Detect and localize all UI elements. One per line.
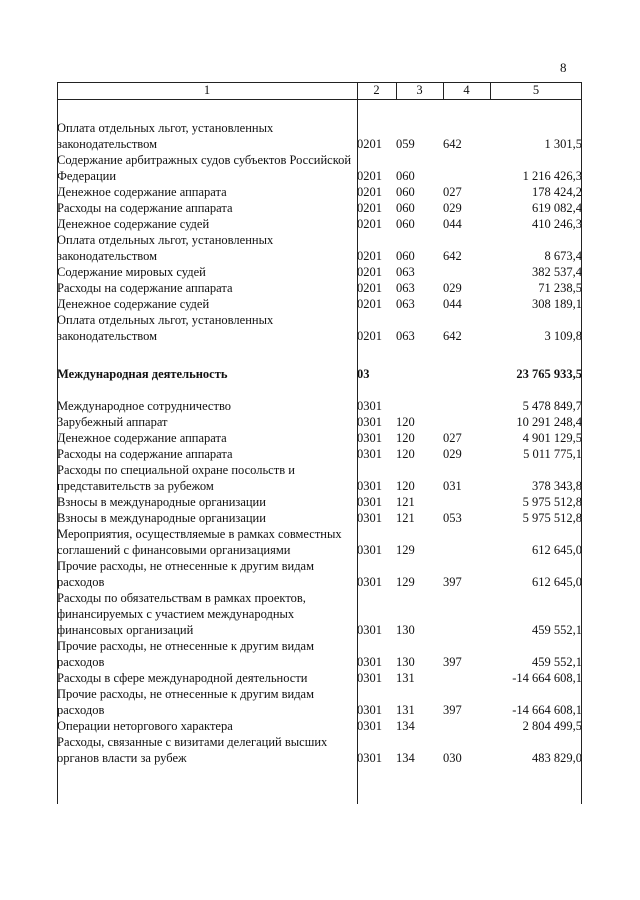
row-code-4	[443, 152, 490, 184]
row-name: Расходы, связанные с визитами делегаций высших органов власти за рубеж	[57, 735, 328, 765]
row-name: Денежное содержание судей	[57, 297, 210, 311]
row-code-3: 060	[396, 185, 415, 199]
table-row	[57, 216, 582, 232]
column-header: 4	[463, 83, 470, 97]
row-code-2: 0301	[357, 495, 382, 509]
row-code-4: 642	[443, 137, 462, 151]
row-amount: 5 478 849,7	[522, 399, 582, 413]
row-code-3: 129	[396, 575, 415, 589]
row-code-4: 397	[443, 575, 462, 589]
row-code-3: 120	[396, 431, 415, 445]
section-row	[57, 360, 582, 382]
row-amount: 1 216 426,3	[522, 169, 582, 183]
table-row	[57, 152, 582, 184]
row-code-4: 642	[443, 249, 462, 263]
row-amount: 619 082,4	[532, 201, 582, 215]
row-amount: 178 424,2	[532, 185, 582, 199]
table-row	[57, 414, 582, 430]
column-header: 1	[203, 83, 211, 97]
row-code-4	[443, 670, 490, 686]
row-code-4	[443, 264, 490, 280]
row-code-4: 031	[443, 479, 462, 493]
row-name: Расходы на содержание аппарата	[57, 447, 233, 461]
row-name: Денежное содержание аппарата	[57, 431, 227, 445]
table-row	[57, 462, 582, 494]
row-name: Операции неторгового характера	[57, 719, 233, 733]
row-amount: 5 011 775,1	[523, 447, 582, 461]
spacer-cell	[57, 382, 582, 398]
row-code-3: 060	[396, 201, 415, 215]
row-amount: 23 765 933,5	[516, 367, 582, 381]
table-row	[57, 686, 582, 718]
row-code-4: 030	[443, 751, 462, 765]
row-amount: 3 109,8	[544, 329, 582, 343]
row-code-3: 060	[396, 169, 415, 183]
row-code-3	[396, 360, 443, 382]
row-code-3: 063	[396, 265, 415, 279]
table-row	[57, 264, 582, 280]
row-name: Расходы на содержание аппарата	[57, 281, 233, 295]
row-code-4	[443, 398, 490, 414]
row-code-2: 0301	[357, 671, 382, 685]
row-code-3: 120	[396, 415, 415, 429]
row-amount: 5 975 512,8	[522, 495, 582, 509]
row-code-2: 0301	[357, 543, 382, 557]
row-code-3: 121	[396, 495, 415, 509]
row-amount: 382 537,4	[532, 265, 582, 279]
row-code-3: 063	[396, 281, 415, 295]
table-row	[57, 670, 582, 686]
row-code-2: 0201	[357, 329, 382, 343]
row-amount: 10 291 248,4	[516, 415, 582, 429]
row-code-2: 0301	[357, 703, 382, 717]
row-name: Оплата отдельных льгот, установленных законодательством	[57, 121, 274, 151]
row-code-2: 0301	[357, 447, 382, 461]
row-amount: 459 552,1	[532, 655, 582, 669]
row-code-4	[443, 526, 490, 558]
row-code-3: 060	[396, 249, 415, 263]
row-code-3: 063	[396, 329, 415, 343]
row-code-2: 0301	[357, 623, 382, 637]
row-code-3: 121	[396, 511, 415, 525]
row-code-3: 134	[396, 751, 415, 765]
row-code-3: 063	[396, 297, 415, 311]
row-name: Прочие расходы, не отнесенные к другим видам расходов	[57, 639, 315, 669]
table-row	[57, 558, 582, 590]
table-row	[57, 430, 582, 446]
row-code-2: 0201	[357, 265, 382, 279]
row-amount: 410 246,3	[532, 217, 582, 231]
row-code-2: 0301	[357, 719, 382, 733]
row-amount: 612 645,0	[532, 575, 582, 589]
row-code-2: 0201	[357, 169, 382, 183]
row-name: Взносы в международные организации	[57, 495, 266, 509]
column-header: 3	[416, 83, 423, 97]
row-name: Оплата отдельных льгот, установленных законодательством	[57, 233, 274, 263]
table-row	[57, 398, 582, 414]
row-name: Международное сотрудничество	[57, 399, 232, 413]
row-code-2: 0201	[357, 217, 382, 231]
row-code-4: 027	[443, 185, 462, 199]
row-code-2: 0301	[357, 399, 382, 413]
row-code-2: 0201	[357, 297, 382, 311]
table-row	[57, 446, 582, 462]
table-row	[57, 296, 582, 312]
row-name: Прочие расходы, не отнесенные к другим видам расходов	[57, 687, 315, 717]
row-code-4: 044	[443, 217, 462, 231]
row-amount: 4 901 129,5	[522, 431, 582, 445]
row-name: Содержание мировых судей	[57, 265, 206, 279]
row-name: Расходы по обязательствам в рамках проектов, финансируемых с участием международных финансовых организаций	[57, 591, 306, 637]
row-code-2: 0201	[357, 185, 382, 199]
row-code-3: 129	[396, 543, 415, 557]
row-code-2: 0201	[357, 249, 382, 263]
row-name: Содержание арбитражных судов субъектов Российской Федерации	[57, 153, 352, 183]
row-amount: 1 301,5	[544, 137, 582, 151]
column-header: 2	[373, 83, 380, 97]
spacer-cell	[57, 98, 582, 120]
row-name: Взносы в международные организации	[57, 511, 266, 525]
row-code-3: 131	[396, 703, 415, 717]
row-name: Денежное содержание судей	[57, 217, 210, 231]
row-code-4: 397	[443, 703, 462, 717]
row-code-2: 0301	[357, 655, 382, 669]
row-amount: -14 664 608,1	[512, 703, 582, 717]
row-code-3: 131	[396, 671, 415, 685]
row-name: Денежное содержание аппарата	[57, 185, 227, 199]
table-row	[57, 638, 582, 670]
table-row	[57, 200, 582, 216]
row-name: Зарубежный аппарат	[57, 415, 168, 429]
row-amount: -14 664 608,1	[512, 671, 582, 685]
row-code-4	[443, 494, 490, 510]
row-code-4: 029	[443, 201, 462, 215]
table-row	[57, 590, 582, 638]
row-amount: 2 804 499,5	[522, 719, 582, 733]
row-code-2: 0301	[357, 511, 382, 525]
spacer-cell	[57, 344, 582, 360]
budget-table	[57, 82, 582, 766]
spacer-row	[57, 382, 582, 398]
row-code-2: 0201	[357, 281, 382, 295]
table-row	[57, 280, 582, 296]
row-code-4	[443, 360, 490, 382]
table-row	[57, 494, 582, 510]
row-code-4	[443, 590, 490, 638]
row-name: Международная деятельность	[57, 367, 228, 381]
row-code-3: 120	[396, 479, 415, 493]
row-code-3: 130	[396, 623, 415, 637]
row-code-2: 0301	[357, 575, 382, 589]
row-name: Мероприятия, осуществляемые в рамках совместных соглашений с финансовыми организациями	[57, 527, 342, 557]
row-code-2: 0201	[357, 137, 382, 151]
spacer-row	[57, 344, 582, 360]
table-row	[57, 510, 582, 526]
row-code-3: 134	[396, 719, 415, 733]
row-name: Расходы по специальной охране посольств и представительств за рубежом	[57, 463, 295, 493]
row-amount: 8 673,4	[544, 249, 582, 263]
row-amount: 612 645,0	[532, 543, 582, 557]
row-name: Расходы в сфере международной деятельности	[57, 671, 308, 685]
row-code-3: 120	[396, 447, 415, 461]
row-code-3: 130	[396, 655, 415, 669]
row-code-4: 029	[443, 447, 462, 461]
spacer-row	[57, 98, 582, 120]
table-row	[57, 312, 582, 344]
column-header: 5	[532, 83, 540, 97]
row-name: Расходы на содержание аппарата	[57, 201, 233, 215]
row-amount: 71 238,5	[538, 281, 582, 295]
table-row	[57, 120, 582, 152]
row-code-2: 03	[357, 367, 370, 381]
row-code-4: 029	[443, 281, 462, 295]
row-code-2: 0301	[357, 751, 382, 765]
row-code-4: 642	[443, 329, 462, 343]
row-code-4: 044	[443, 297, 462, 311]
row-amount: 483 829,0	[532, 751, 582, 765]
row-name: Прочие расходы, не отнесенные к другим видам расходов	[57, 559, 315, 589]
table-body	[57, 98, 582, 766]
row-amount: 378 343,8	[532, 479, 582, 493]
row-amount: 459 552,1	[532, 623, 582, 637]
table-row	[57, 734, 582, 766]
row-code-3: 060	[396, 217, 415, 231]
table-row	[57, 526, 582, 558]
table-row	[57, 232, 582, 264]
row-amount: 5 975 512,8	[522, 511, 582, 525]
row-code-4: 027	[443, 431, 462, 445]
table-row	[57, 184, 582, 200]
page-number: 8	[560, 60, 567, 75]
row-code-4: 053	[443, 511, 462, 525]
row-code-2: 0301	[357, 415, 382, 429]
row-code-2: 0301	[357, 479, 382, 493]
table-row	[57, 718, 582, 734]
row-code-2: 0201	[357, 201, 382, 215]
row-amount: 308 189,1	[532, 297, 582, 311]
row-code-4: 397	[443, 655, 462, 669]
row-code-2: 0301	[357, 431, 382, 445]
row-code-4	[443, 414, 490, 430]
row-code-3	[396, 398, 443, 414]
header-row	[57, 82, 582, 98]
row-code-3: 059	[396, 137, 415, 151]
row-name: Оплата отдельных льгот, установленных законодательством	[57, 313, 274, 343]
row-code-4	[443, 718, 490, 734]
